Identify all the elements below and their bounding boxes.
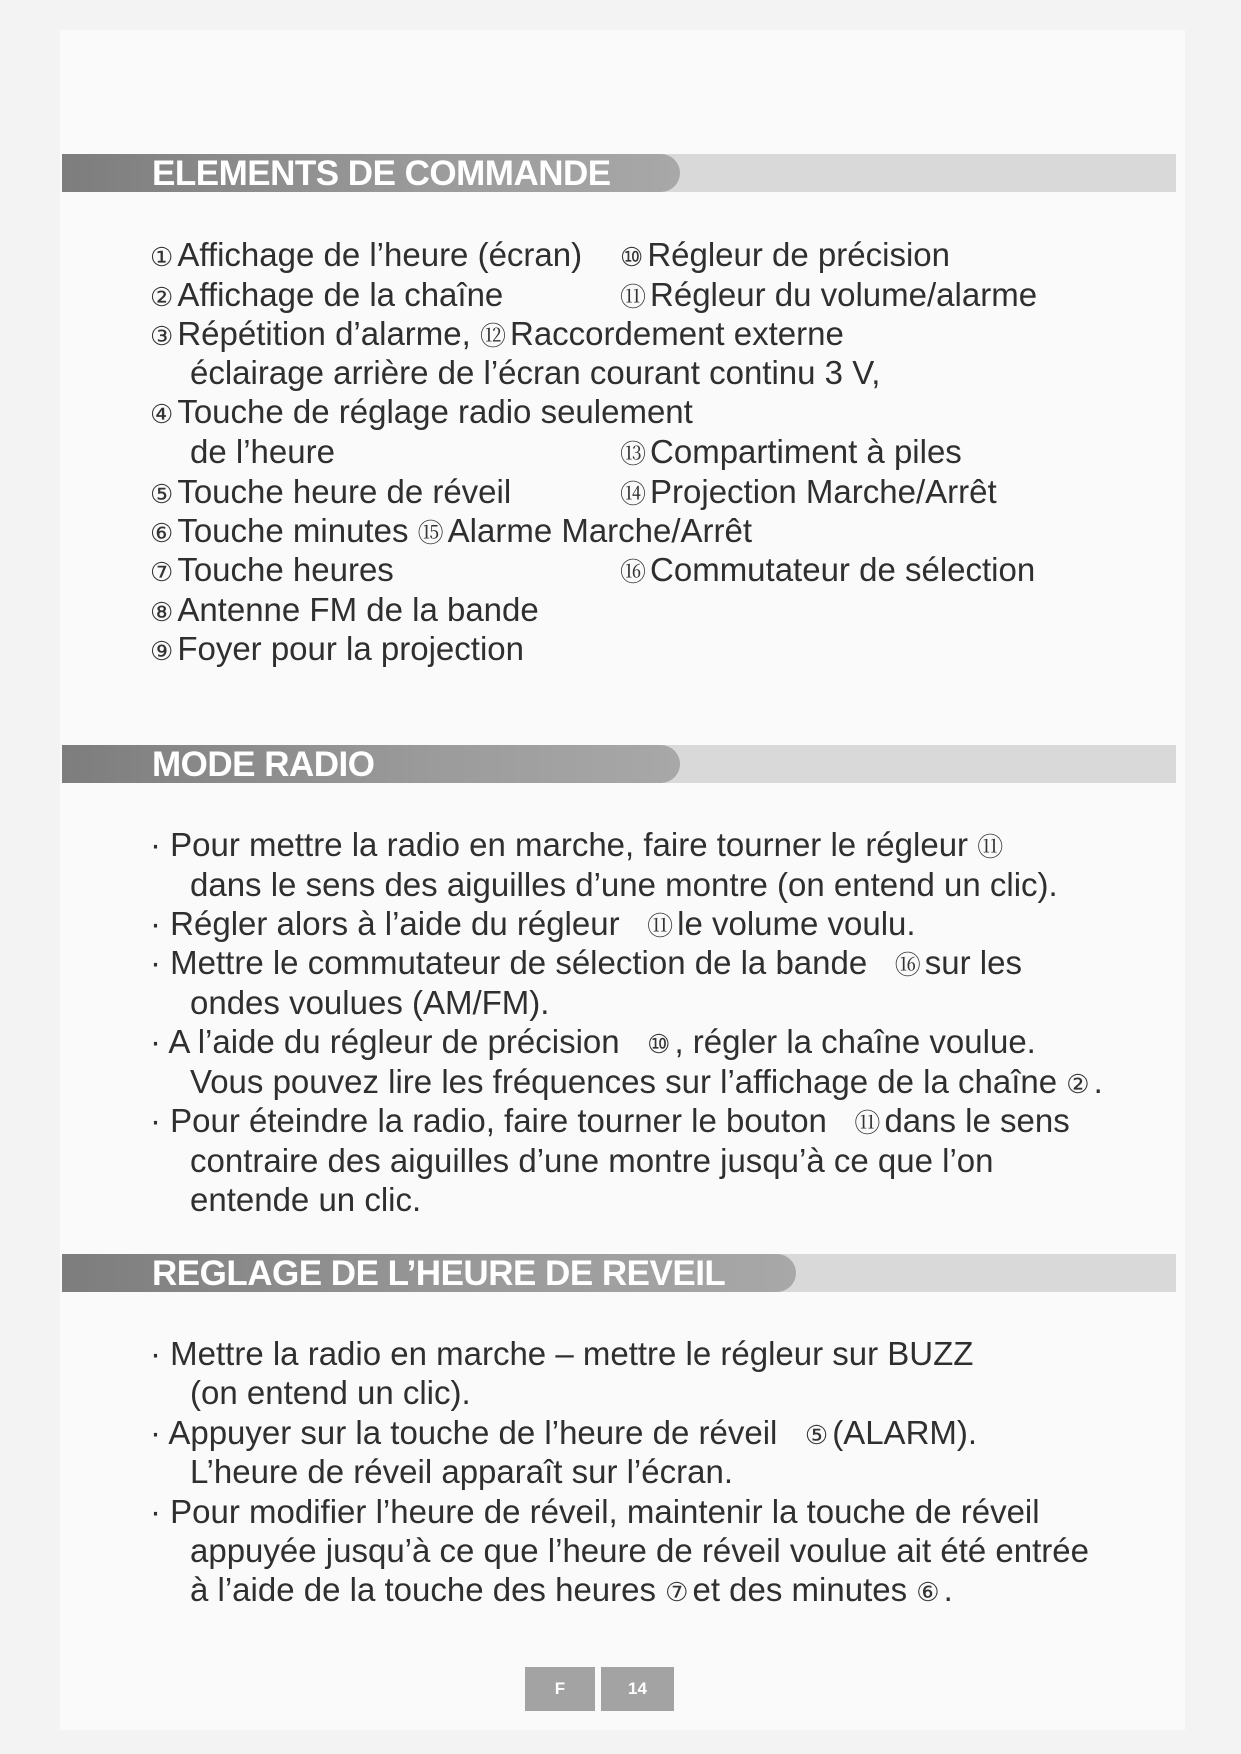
list-item: ⑭ Projection Marche/Arrêt	[620, 473, 997, 510]
paragraph-line: · Mettre la radio en marche – mettre le régleur sur BUZZ	[150, 1335, 974, 1372]
list-item: ⑥ Touche minutes ⑮ Alarme Marche/Arrêt	[150, 512, 753, 549]
paragraph-line: · Pour modifier l’heure de réveil, maintenir la touche de réveil	[150, 1493, 1040, 1530]
list-item: ⑤ Touche heure de réveil	[150, 473, 512, 510]
list-item: ⑬ Compartiment à piles	[620, 433, 962, 470]
section-header-radio	[62, 745, 1176, 783]
paragraph-line: contraire des aiguilles d’une montre jusqu’à ce que l’on	[190, 1142, 994, 1179]
paragraph-line: · A l’aide du régleur de précision ⑩ , régler la chaîne voulue.	[150, 1023, 1036, 1060]
paragraph-line: · Pour mettre la radio en marche, faire tourner le régleur ⑪	[150, 826, 1004, 863]
section-title: REGLAGE DE L’HEURE DE REVEIL	[152, 1254, 726, 1293]
section-title: MODE RADIO	[152, 745, 375, 784]
paragraph-line: · Mettre le commutateur de sélection de la bande ⑯ sur les	[150, 944, 1022, 981]
paragraph-line: · Appuyer sur la touche de l’heure de réveil ⑤ (ALARM).	[150, 1414, 978, 1451]
paragraph-line: Vous pouvez lire les fréquences sur l’affichage de la chaîne ② .	[190, 1063, 1103, 1100]
paragraph-line: à l’aide de la touche des heures ⑦ et des minutes ⑥ .	[190, 1571, 953, 1608]
paragraph-line: entende un clic.	[190, 1181, 422, 1218]
paragraph-line: ondes voulues (AM/FM).	[190, 984, 550, 1021]
list-item: ⑪ Régleur du volume/alarme	[620, 276, 1038, 313]
paragraph-line: · Pour éteindre la radio, faire tourner le bouton ⑪ dans le sens	[150, 1102, 1070, 1139]
list-item: ④ Touche de réglage radio seulement	[150, 393, 693, 430]
paragraph-line: dans le sens des aiguilles d’une montre (on entend un clic).	[190, 866, 1058, 903]
footer-language: F	[525, 1667, 595, 1711]
list-item: ⑧ Antenne FM de la bande	[150, 591, 539, 628]
paragraph-line: appuyée jusqu’à ce que l’heure de réveil voulue ait été entrée	[190, 1532, 1089, 1569]
section-header-elements	[62, 154, 1176, 192]
list-item: ② Affichage de la chaîne	[150, 276, 504, 313]
paragraph-line: · Régler alors à l’aide du régleur ⑪ le volume voulu.	[150, 905, 916, 942]
list-item: ⑩ Régleur de précision	[620, 236, 950, 273]
section-header-alarm	[62, 1254, 1176, 1292]
list-item: de l’heure	[190, 433, 335, 470]
list-item: ⑨ Foyer pour la projection	[150, 630, 524, 667]
list-item: éclairage arrière de l’écran courant continu 3 V,	[190, 354, 881, 391]
paragraph-line: (on entend un clic).	[190, 1374, 471, 1411]
section-title: ELEMENTS DE COMMANDE	[152, 154, 611, 193]
list-item: ⑦ Touche heures	[150, 551, 394, 588]
list-item: ① Affichage de l’heure (écran)	[150, 236, 583, 273]
footer-page-number: 14	[601, 1667, 674, 1711]
paragraph-line: L’heure de réveil apparaît sur l’écran.	[190, 1453, 733, 1490]
list-item: ⑯ Commutateur de sélection	[620, 551, 1036, 588]
list-item: ③ Répétition d’alarme, ⑫ Raccordement externe	[150, 315, 844, 352]
